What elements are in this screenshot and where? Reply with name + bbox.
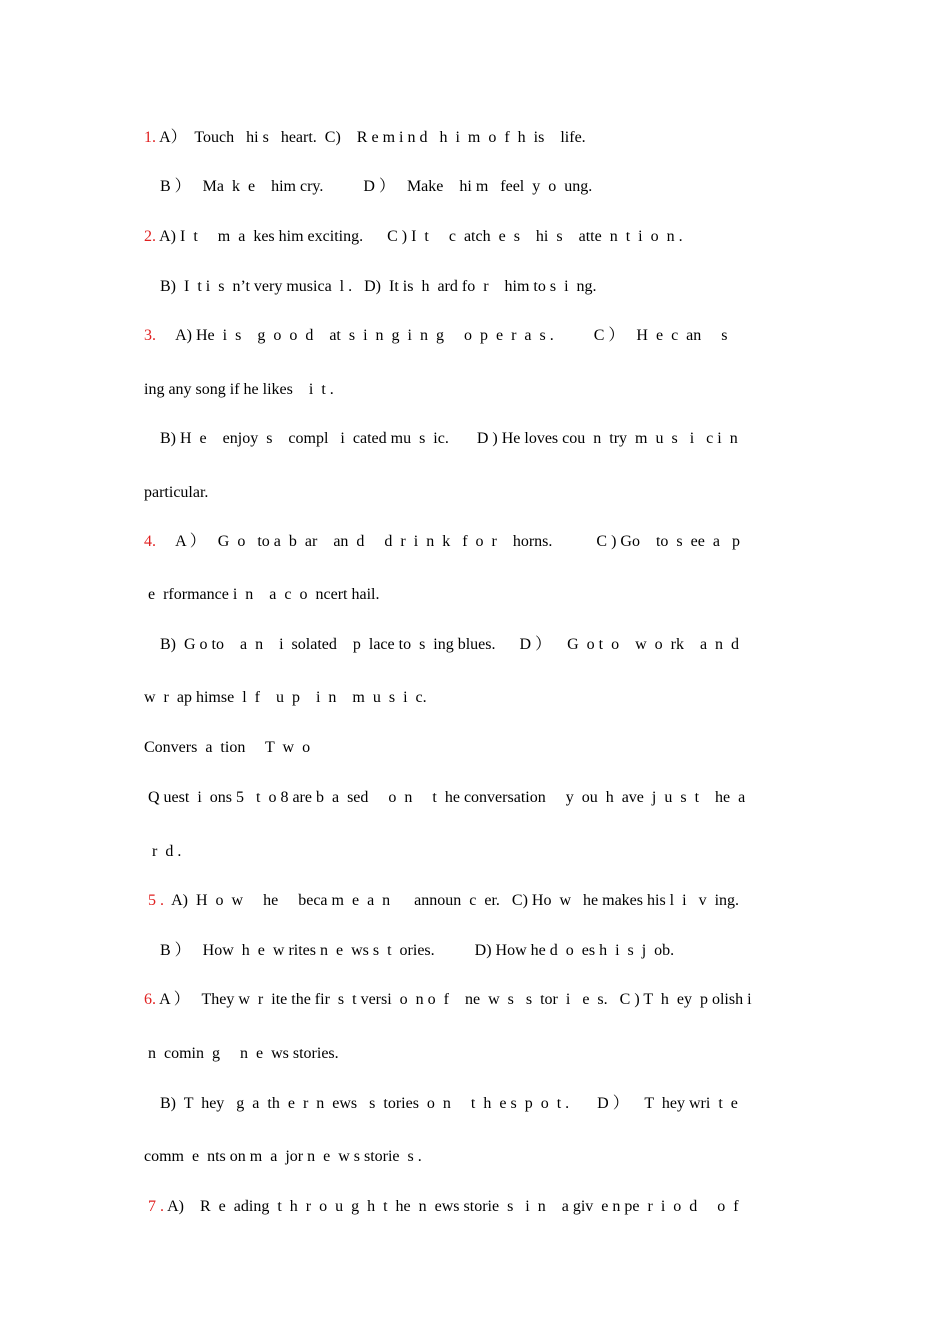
option-text: A) H o w he beca m e a n announ c er. C) Ho w he makes his l i v ing. [164,892,740,909]
question-4-line-a-cont [144,585,814,605]
question-1-line-b [144,177,814,197]
question-5-line-b [144,941,814,961]
option-text: A） Touch hi s heart. C) R e m i n d h i m o f h is life. [156,129,586,146]
option-text: B ） How h e w rites n e ws s t ories. D) How he d o es h i s j ob. [144,942,675,959]
question-5-line-a [144,891,814,911]
question-2-line-b [144,277,814,297]
question-7-line-a [144,1197,814,1217]
question-number: 2. [144,228,156,245]
option-text: e rformance i n a c o ncert hail. [144,586,380,603]
question-6-line-a-cont [144,1044,814,1064]
option-text: A ） G o to a b ar an d d r i n k f o r horns. C ) Go to s ee a p [156,533,740,550]
question-6-line-b-cont [144,1147,814,1167]
option-text: A ） They w r ite the fir s t versi o n o f ne w s s tor i e s. C ) T h ey p olish i [156,991,752,1008]
heading-text: Convers a tion T w o [144,739,311,756]
question-3-line-b-cont [144,483,814,503]
question-3-line-a [144,326,814,346]
question-4-line-b [144,635,814,655]
option-text: B) I t i s n’t very musica l . D) It is h ard fo r him to s i ng. [144,278,597,295]
question-number: 7 . [144,1198,164,1215]
instruction-text: Q uest i ons 5 t o 8 are b a sed o n t he conversation y ou h ave j u s t he a [144,789,746,806]
question-number: 6. [144,991,156,1008]
question-4-line-b-cont [144,688,814,708]
question-number: 5 . [144,892,164,909]
section-heading [144,738,814,758]
option-text: n comin g n e ws stories. [144,1045,339,1062]
question-6-line-b [144,1094,814,1114]
option-text: A) He i s g o o d at s i n g i n g o p e r a s . C ） H e c an s [156,327,728,344]
option-text: B) T hey g a th e r n ews s tories o n t h e s p o t . D ） T hey wri t e [144,1095,738,1112]
option-text: A) R e ading t h r o u g h t he n ews storie s i n a giv e n pe r i o d o f [164,1198,739,1215]
question-number: 3. [144,327,156,344]
section-instructions [144,788,814,808]
option-text: comm e nts on m a jor n e w s storie s . [144,1148,422,1165]
section-instructions-cont [144,842,814,862]
question-number: 4. [144,533,156,550]
question-3-line-b [144,429,814,449]
question-number: 1. [144,129,156,146]
option-text: B ） Ma k e him cry. D ） Make hi m feel y o ung. [144,178,593,195]
question-2-line-a [144,227,814,247]
question-4-line-a [144,532,814,552]
instruction-text: r d . [144,843,182,860]
option-text: B) H e enjoy s compl i cated mu s ic. D ) He loves cou n try m u s i c i n [144,430,738,447]
option-text: w r ap himse l f u p i n m u s i c. [144,689,427,706]
option-text: ing any song if he likes i t . [144,381,334,398]
option-text: particular. [144,484,209,501]
option-text: B) G o to a n i solated p lace to s ing blues. D ） G o t o w o rk a n d [144,636,740,653]
question-6-line-a [144,990,814,1010]
question-1-line-a [144,128,814,148]
option-text: A) I t m a kes him exciting. C ) I t c atch e s hi s atte n t i o n . [156,228,683,245]
question-3-line-a-cont [144,380,814,400]
